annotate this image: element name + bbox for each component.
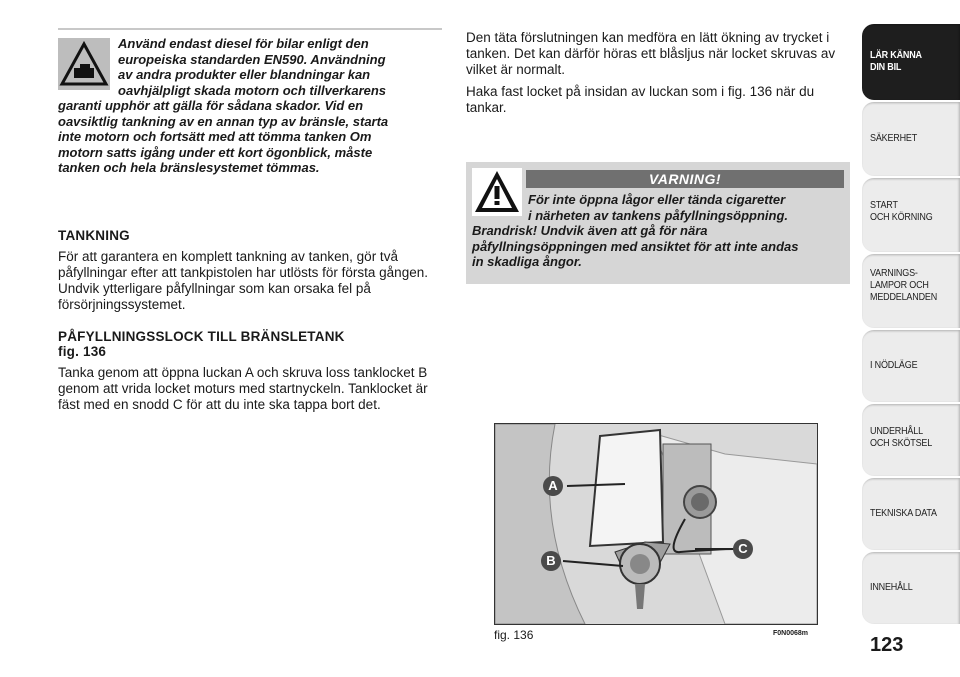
page-number: 123	[870, 634, 904, 656]
tab-label: TEKNISKA DATA	[870, 508, 937, 519]
label-b: B	[541, 551, 561, 571]
palock-text: Tanka genom att öppna luckan A och skruva loss tanklocket B genom att vrida locket moturs med startnyckeln. Tanklocket är fäst med en snodd C för att du inte ska tappa bort det.	[58, 365, 428, 412]
figure-caption: fig. 136	[494, 628, 534, 642]
diesel-warning-line: Använd endast diesel för bilar enligt den	[118, 36, 369, 51]
tankning-heading: TANKNING	[58, 228, 130, 243]
tab-underhall[interactable]	[862, 404, 960, 476]
tab-label: VARNINGS- LAMPOR OCH MEDDELANDEN	[870, 268, 938, 303]
warning-banner: VARNING!	[526, 170, 844, 188]
left-column	[58, 228, 442, 413]
fire-warning-line: Brandrisk! Undvik även att gå för nära	[472, 223, 708, 238]
tab-tekniska-data[interactable]	[862, 478, 960, 550]
diesel-warning-line: av andra produkter eller blandningar kan	[118, 67, 371, 82]
diesel-warning-line: europeiska standarden EN590. Användning	[118, 51, 386, 67]
tab-lar-kanna-din-bil[interactable]	[862, 24, 960, 100]
tab-i-nodlage[interactable]	[862, 330, 960, 402]
tab-varningslampor[interactable]	[862, 254, 960, 328]
top-divider	[58, 28, 442, 30]
tab-innehall[interactable]	[862, 552, 960, 624]
tab-label: INNEHÅLL	[870, 582, 913, 593]
fire-warning-line: i närheten av tankens påfyllningsöppning.	[528, 207, 789, 223]
fire-warning-line: påfyllningsöppningen med ansiktet för att inte andas	[472, 238, 799, 254]
tab-label: LÄR KÄNNA DIN BIL	[870, 50, 922, 73]
diesel-warning-line: motorn satts igång under ett kort ögonblick, måste	[58, 144, 373, 160]
tab-start-och-korning[interactable]	[862, 178, 960, 252]
diesel-warning-line: tanken och hela bränslesystemet tömmas.	[58, 160, 320, 175]
right-paragraph-2: Haka fast locket på insidan av luckan som i fig. 136 när du tankar.	[466, 84, 815, 115]
tab-label: I NÖDLÄGE	[870, 360, 918, 371]
figure-code: F0N0068m	[773, 630, 809, 637]
diesel-warning-line: garanti upphör att gälla för sådana skador. Vid en	[58, 98, 364, 113]
palock-heading-fig: fig. 136	[58, 344, 107, 359]
tab-label: SÄKERHET	[870, 133, 918, 144]
fuel-cap-illustration	[494, 423, 818, 625]
label-a: A	[543, 476, 563, 496]
tankning-text: För att garantera en komplett tankning av tanken, gör två påfyllningar efter att tankpistolen har utlösts för första gången. Undvik ytterligare påfyllningar som kan orsaka fel på försörjningssystemet.	[58, 249, 428, 312]
fire-warning-box	[466, 162, 850, 284]
diesel-warning	[58, 36, 442, 176]
tab-label: START OCH KÖRNING	[870, 200, 933, 223]
diesel-warning-line: oavhjälpligt skada motorn och tillverkarens	[118, 82, 387, 98]
tab-label: UNDERHÅLL OCH SKÖTSEL	[870, 426, 933, 449]
palock-heading: PÅFYLLNINGSSLOCK TILL BRÄNSLETANK	[58, 329, 345, 344]
diesel-warning-line: inte motorn och fortsätt med att tömma tanken Om	[58, 129, 372, 144]
label-c: C	[733, 539, 753, 559]
fire-warning-line: För inte öppna lågor eller tända cigaretter	[528, 192, 786, 207]
fuel-pump-warning-icon	[58, 38, 110, 90]
chapter-sidebar	[862, 0, 960, 677]
fire-warning-line: in skadliga ångor.	[472, 254, 582, 269]
diesel-warning-line: oavsiktlig tankning av en annan typ av bränsle, starta	[58, 113, 389, 129]
right-column	[466, 30, 850, 116]
tab-sakerhet[interactable]	[862, 102, 960, 176]
right-paragraph-1: Den täta förslutningen kan medföra en lätt ökning av trycket i tanken. Det kan därför höras ett blåsljus när locket skruvas av vilket är normalt.	[466, 30, 836, 77]
